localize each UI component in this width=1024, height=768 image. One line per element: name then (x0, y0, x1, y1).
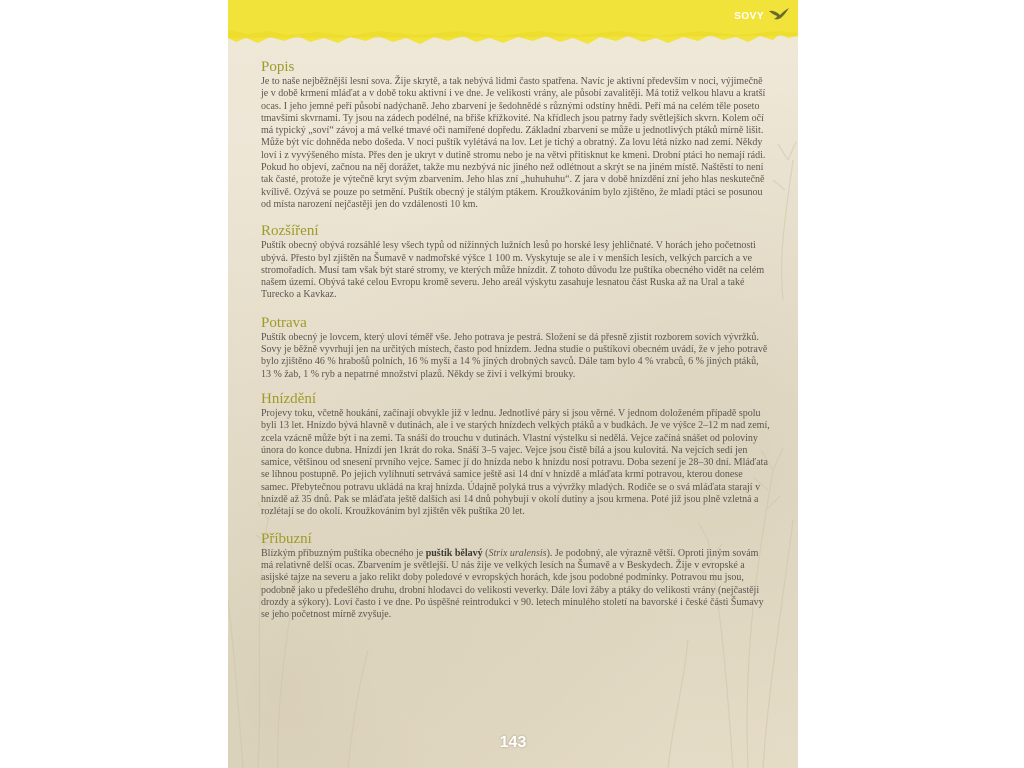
section-potrava (261, 315, 771, 381)
section-heading: Popis (261, 59, 295, 75)
paragraph-text-start: Blízkým příbuzným puštíka obecného je (261, 547, 426, 559)
latin-name-italic: Strix uralensis (488, 547, 547, 559)
species-name-bold: puštík bělavý (425, 547, 483, 559)
section-heading: Rozšíření (261, 223, 319, 240)
section-heading: Příbuzní (261, 530, 312, 547)
section-paragraph: Projevy toku, včetně houkání, začínají obvykle již v lednu. Jednotlivé páry si jsou věrné. V jednom doloženém případě spolu byli 13 let. Hnízdo bývá hlavně v dutinách, ale i ve starých hnízdech velkých ptáků a v budkách. Je ve výšce 2–12 m nad zemí, zcela vzácně může být i na zemi. Ta snáší do trouchu v dutinách. Vlastní výstelku si nedělá. Vejce začíná snášet od poloviny února do konce dubna. Hnízdí jen 1krát do roka. Snáší 3–5 vajec. Vejce jsou čistě bílá a jsou kulovitá. Na vejcích sedí jen samice, většinou od snesení prvního vejce. Samec jí do hnízda nebo k hnízdu nosí potravu. Doba sezení je 28–30 dní. Mláďata se líhnou postupně. Po jejich vylíhnutí setrvává samice ještě asi 14 dní v hnízdě a mláďata krmí potravou, kterou donese samec. Přebytečnou potravu ukládá na kraj hnízda. Údajně polyká trus a vývržky mladých. Rodiče se o svá mláďata starají v hnízdě až 35 dnů. Pak se mláďata ještě dalších asi 14 dnů pohybují v okolí dutiny a jsou krmena. Poté již jsou plně vzletná a rozlétají se do okolí. Kroužkováním byl zjištěn věk puštíka 20 let. (261, 407, 770, 518)
book-page (228, 0, 798, 768)
section-paragraph: Je to naše nejběžnější lesní sova. Žije skrytě, a tak nebývá lidmi často spatřena. Navíc je aktivní především v noci, výjimečně je v době krmení mláďat a v době toku aktivní i ve dne. Je velikosti vrány, ale působí zavalitěji. Má totiž velkou hlavu a kratší ocas. I jeho jemné peří působí nadýchaně. Jeho zbarvení je šedohnědé s různými odstíny hnědi. Peří má na celém těle poseto tmavšími skvrnami. Ty jsou na zádech podélné, na břiše křížkovité. Na křídlech jsou patrny řady světlejších skvrn. Kolem očí má typický „soví“ závoj a má velké tmavé oči namířené dopředu. Základní zbarvení se může u jednotlivých ptáků mírně lišit. Může být víc dohněda nebo došeda. V noci puštík vylétává na lov. Let je tichý a obratný. Za lovu létá nízko nad zemí. Někdy loví i z vyvýšeného místa. Přes den je ukryt v dutině stromu nebo je na větvi přitisknut ke kmeni. Drobní ptáci ho nemají rádi. Pokud ho objeví, začnou na něj dorážet, takže mu nezbývá nic jiného než odlétnout a skrýt se na jiném místě. Naštěstí to není tak časté, protože je výtečně kryt svým zbarvením. Jeho hlas zní „huhuhuhu“. Z jara v době hnízdění zní jeho hlas neskutečně kvílivě. Ozývá se pouze po setmění. Puštík obecný je stálým ptákem. Kroužkováním bylo zjištěno, že mladí ptáci se posunou od místa narození nejčastěji jen do vzdálenosti 10 km. (261, 76, 766, 210)
article-content (261, 59, 771, 621)
paragraph-text-mid: ( (482, 547, 489, 559)
section-hnizdeni (261, 391, 771, 519)
paragraph-text-end: ). Je podobný, ale výrazně větší. Oproti jiným sovám má relativně delší ocas. Zbarvením je světlejší. U nás žije ve velkých lesích na Šumavě a v Beskydech. Žije v evropské a asijské tajze na severu a jako relikt doby poledové v evropských horách, kde jsou podobné podmínky. Potravou mu jsou, podobně jako u předešlého druhu, drobní hlodavci do velikosti veverky. Dále loví žáby a ptáky do velikosti vrány (nejčastěji drozdy a sýkory). Loví často i ve dne. Po úspěšné reintrodukci v 90. letech minulého století na bavorské i české části Šumavy se jeho početnost mírně zvyšuje. (261, 547, 764, 621)
header-banner (228, 0, 798, 52)
section-rozsireni (261, 223, 771, 301)
banner-shape (228, 0, 798, 52)
section-heading: Hnízdění (261, 390, 316, 407)
bird-icon (768, 7, 790, 21)
section-paragraph (261, 548, 771, 622)
page-number: 143 (499, 734, 527, 751)
section-paragraph: Puštík obecný obývá rozsáhlé lesy všech typů od nížinných lužních lesů po horské lesy jehličnaté. V horách jeho početnosti ubývá. Přesto byl zjištěn na Šumavě v nadmořské výšce 1 100 m. Vyskytuje se ale i v menších lesích, velkých parcích a ve stromořadích. Musí tam však být staré stromy, ve kterých může hnízdit. Z tohoto důvodu lze puštíka obecného vidět na celém našem území. Obývá také celou Evropu kromě severu. Jeho areál výskytu zasahuje lesnatou část Ruska až na Ural a také Turecko a Kavkaz. (261, 240, 765, 301)
section-popis (261, 59, 771, 211)
section-heading: Potrava (261, 314, 307, 331)
section-paragraph: Puštík obecný je lovcem, který uloví téměř vše. Jeho potrava je pestrá. Složení se dá přesně zjistit rozborem sovích vývržků. Sovy je běžně vyvrhují jen na určitých místech, často pod hnízdem. Jedna studie o puštíkovi obecném uvádí, že v jeho potravě bylo zjištěno 46 % hrabošů polních, 16 % myší a 14 % jiných drobných savců. Dále tam bylo 4 % vrabců, 6 % jiných ptáků, 13 % žab, 1 % ryb a nepatrné množství plazů. Někdy se živí i velkými brouky. (261, 331, 768, 380)
section-pribuzni (261, 531, 771, 622)
section-label: SOVY (734, 11, 764, 22)
